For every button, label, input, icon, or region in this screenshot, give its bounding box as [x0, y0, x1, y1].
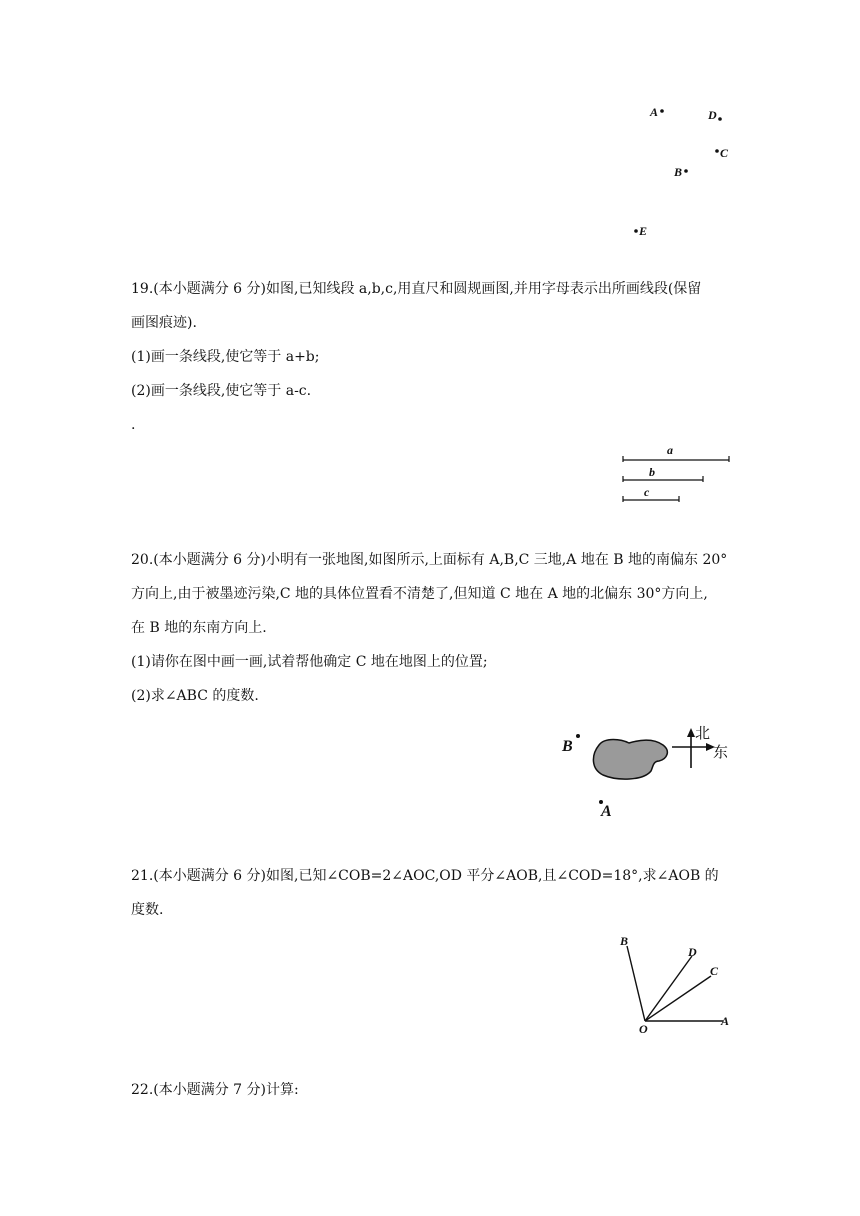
angle-label-a: A: [721, 1014, 730, 1028]
point-label-d: D: [708, 108, 717, 122]
q19-stem-line-2: 画图痕迹).: [131, 315, 197, 331]
point-a-dot: [660, 109, 664, 113]
point-d-dot: [718, 117, 722, 121]
map-label-b: B: [562, 738, 573, 755]
point-label-b: B: [674, 165, 683, 179]
q19-stray-dot: .: [131, 417, 136, 433]
q20-stem-line-2: 方向上,由于被墨迹污染,C 地的具体位置看不清楚了,但知道 C 地在 A 地的北偏东 30°方向上,: [131, 586, 708, 602]
angle-label-b: B: [620, 934, 629, 948]
q19-stem-line-1: 19.(本小题满分 6 分)如图,已知线段 a,b,c,用直尺和圆规画图,并用字母表示出所画线段(保留: [131, 281, 702, 297]
q20-stem-line-1: 20.(本小题满分 6 分)小明有一张地图,如图所示,上面标有 A,B,C 三地,A 地在 B 地的南偏东 20°: [131, 552, 728, 568]
angle-label-c: C: [710, 964, 719, 978]
angle-label-d: D: [688, 945, 697, 959]
north-arrow-head: [687, 728, 695, 737]
point-b-dot: [684, 169, 688, 173]
point-label-c: C: [720, 146, 729, 160]
q19-part-1: (1)画一条线段,使它等于 a+b;: [131, 349, 320, 365]
q21-angle-figure: [615, 930, 740, 1035]
map-label-a: A: [601, 803, 612, 820]
map-point-b-dot: [576, 734, 580, 738]
segment-label-a: a: [667, 443, 673, 457]
q19-part-2: (2)画一条线段,使它等于 a-c.: [131, 383, 312, 399]
q18-points-figure: [620, 95, 750, 245]
q21-stem-line-2: 度数.: [131, 902, 164, 918]
compass-east-label: 东: [713, 743, 729, 761]
q21-stem-line-1: 21.(本小题满分 6 分)如图,已知∠COB=2∠AOC,OD 平分∠AOB,且∠COD=18°,求∠AOB 的: [131, 868, 719, 884]
segment-label-b: b: [649, 465, 655, 479]
ray-od: [645, 956, 692, 1021]
compass-north-label: 北: [695, 724, 711, 742]
point-label-e: E: [639, 224, 648, 238]
q19-segments-figure: [618, 440, 738, 506]
segment-label-c: c: [644, 485, 650, 499]
point-label-a: A: [650, 105, 659, 119]
q20-map-figure: [555, 715, 740, 825]
angle-label-o: O: [639, 1022, 648, 1036]
ray-ob: [627, 946, 645, 1021]
point-c-dot: [715, 149, 719, 153]
ray-oc: [645, 976, 711, 1021]
q20-part-1: (1)请你在图中画一画,试着帮他确定 C 地在地图上的位置;: [131, 654, 488, 670]
q20-part-2: (2)求∠ABC 的度数.: [131, 688, 259, 704]
q20-stem-line-3: 在 B 地的东南方向上.: [131, 620, 267, 636]
point-e-dot: [634, 229, 638, 233]
q22-stem: 22.(本小题满分 7 分)计算:: [131, 1082, 299, 1098]
ink-blot: [593, 740, 667, 780]
